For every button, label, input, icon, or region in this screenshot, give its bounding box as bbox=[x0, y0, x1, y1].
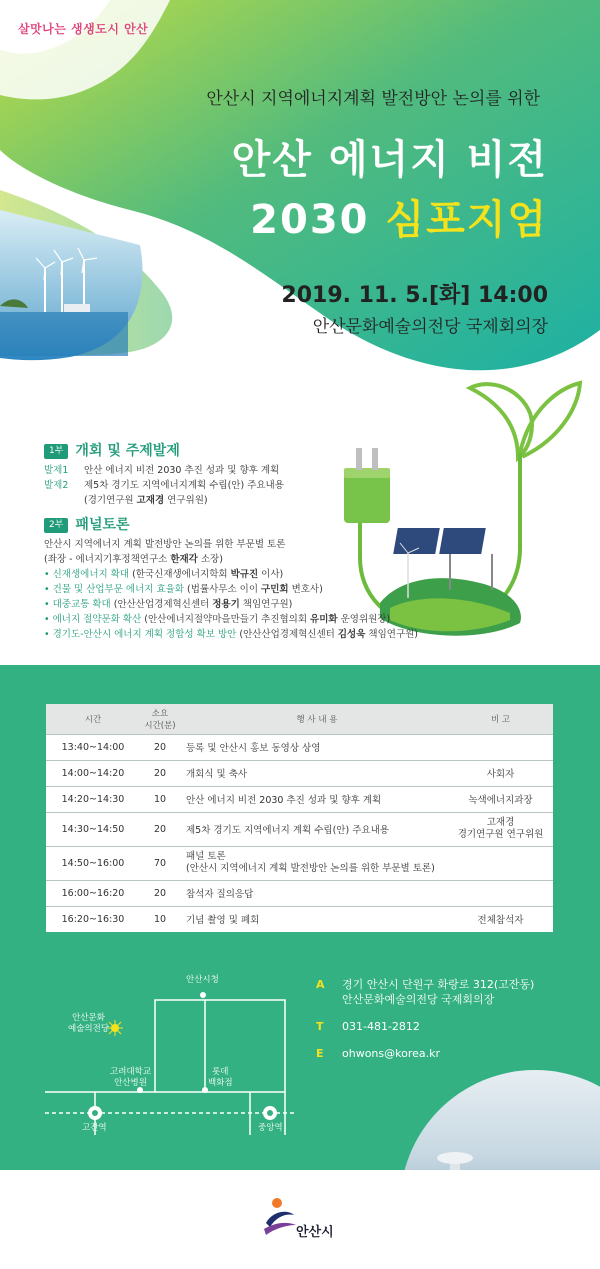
row-time: 14:50~16:00 bbox=[46, 846, 140, 880]
row-minutes: 70 bbox=[140, 846, 180, 880]
map-label-dept-store: 롯데 백화점 bbox=[208, 1067, 233, 1088]
presenter-prefix: (경기연구원 bbox=[84, 495, 137, 506]
part2-badge: 2부 bbox=[44, 518, 68, 533]
panelist-title: 운영위원장) bbox=[337, 614, 391, 625]
title-highlight: 심포지엄 bbox=[385, 197, 548, 243]
ansan-logo-icon bbox=[262, 1195, 298, 1237]
row-note: 녹색에너지과장 bbox=[448, 786, 553, 812]
email-key: E bbox=[316, 1047, 324, 1060]
map-label-station-right: 중앙역 bbox=[258, 1123, 283, 1133]
row-time: 14:20~14:30 bbox=[46, 786, 140, 812]
row-minutes: 20 bbox=[140, 734, 180, 760]
panel-chair bbox=[44, 552, 444, 567]
row-minutes: 20 bbox=[140, 760, 180, 786]
panel-item bbox=[44, 627, 444, 642]
presentation-label: 발제2 bbox=[44, 480, 69, 491]
presenter-suffix: 연구위원) bbox=[164, 495, 208, 506]
row-minutes: 10 bbox=[140, 906, 180, 932]
row-time: 16:20~16:30 bbox=[46, 906, 140, 932]
row-note bbox=[448, 734, 553, 760]
title-year: 2030 bbox=[250, 197, 370, 243]
panel-item bbox=[44, 582, 444, 597]
presentation-text: 안산 에너지 비전 2030 추진 성과 및 향후 계획 bbox=[84, 465, 280, 476]
panel-intro: 안산시 지역에너지 계획 발전방안 논의를 위한 부문별 토론 bbox=[44, 539, 286, 550]
row-time: 14:00~14:20 bbox=[46, 760, 140, 786]
map-label-hospital: 고려대학교 안산병원 bbox=[110, 1067, 152, 1088]
panel-item bbox=[44, 597, 444, 612]
row-content: 패널 토론 (안산시 지역에너지 계획 발전방안 논의를 위한 부문별 토론) bbox=[180, 846, 553, 880]
address-text: 경기 안산시 단원구 화랑로 312(고잔동) 안산문화예술의전당 국제회의장 bbox=[342, 978, 535, 1006]
table-row bbox=[46, 880, 553, 906]
presentation-text: 제5차 경기도 지역에너지계획 수립(안) 주요내용 bbox=[84, 480, 284, 491]
panel-item bbox=[44, 612, 444, 627]
table-row bbox=[46, 812, 553, 846]
address-key: A bbox=[316, 978, 325, 991]
station-right-icon bbox=[263, 1106, 277, 1120]
table-row bbox=[46, 906, 553, 932]
footer bbox=[0, 1170, 600, 1269]
table-row bbox=[46, 846, 553, 880]
row-time: 16:00~16:20 bbox=[46, 880, 140, 906]
row-content: 제5차 경기도 지역에너지 계획 수립(안) 주요내용 bbox=[180, 812, 448, 846]
panelist-title: 책임연구원) bbox=[365, 629, 419, 640]
panel-topic: • 에너지 절약문화 확산 bbox=[44, 614, 142, 625]
row-minutes: 10 bbox=[140, 786, 180, 812]
arts-center-marker bbox=[107, 1020, 123, 1036]
panel-topic: • 건물 및 산업부문 에너지 효율화 bbox=[44, 584, 185, 595]
panel-topic: • 경기도-안산시 에너지 계획 정합성 확보 방안 bbox=[44, 629, 237, 640]
row-content: 등록 및 안산시 홍보 동영상 상영 bbox=[180, 734, 448, 760]
city-slogan: 살맛나는 생생도시 안산 bbox=[18, 22, 149, 36]
event-subtitle: 안산시 지역에너지계획 발전방안 논의를 위한 bbox=[206, 89, 540, 109]
part2-header bbox=[44, 518, 444, 533]
presenter-name: 고재경 bbox=[136, 495, 165, 506]
row-content: 개회식 및 축사 bbox=[180, 760, 448, 786]
panelist-name: 정용기 bbox=[212, 599, 240, 610]
col-minutes: 소요 시간(분) bbox=[140, 704, 180, 734]
col-content: 행 사 내 용 bbox=[180, 704, 448, 734]
footer-logo-text: 안산시 bbox=[296, 1225, 334, 1240]
chair-suffix: 소장) bbox=[197, 554, 223, 565]
panelist-title: 이사) bbox=[258, 569, 284, 580]
event-venue: 안산문화예술의전당 국제회의장 bbox=[312, 317, 548, 337]
schedule-table bbox=[46, 704, 553, 932]
row-time: 13:40~14:00 bbox=[46, 734, 140, 760]
col-time: 시간 bbox=[46, 704, 140, 734]
panel-affiliation: (안산산업경제혁신센터 bbox=[236, 629, 338, 640]
row-minutes: 20 bbox=[140, 880, 180, 906]
row-note: 전체참석자 bbox=[448, 906, 553, 932]
program-section bbox=[44, 444, 444, 642]
phone-key: T bbox=[316, 1020, 324, 1033]
presentation-item bbox=[44, 478, 444, 493]
schedule-header-row bbox=[46, 704, 553, 734]
map-label-station-left: 고잔역 bbox=[82, 1123, 107, 1133]
panel-topic: • 신재생에너지 확대 bbox=[44, 569, 130, 580]
part2-title: 패널토론 bbox=[75, 517, 130, 533]
table-row bbox=[46, 734, 553, 760]
row-note bbox=[448, 880, 553, 906]
event-datetime: 2019. 11. 5.[화] 14:00 bbox=[281, 283, 548, 308]
row-note: 사회자 bbox=[448, 760, 553, 786]
presentation-item bbox=[44, 463, 444, 478]
map-label-city-hall: 안산시청 bbox=[186, 975, 219, 985]
map-label-arts-center: 안산문화 예술의전당 bbox=[68, 1013, 110, 1034]
city-hall-marker bbox=[200, 992, 206, 998]
panelist-title: 변호사) bbox=[288, 584, 323, 595]
panelist-name: 구민회 bbox=[261, 584, 289, 595]
station-left-icon bbox=[88, 1106, 102, 1120]
table-row bbox=[46, 760, 553, 786]
presenter-line bbox=[44, 493, 444, 508]
col-note: 비 고 bbox=[448, 704, 553, 734]
schedule-section bbox=[0, 665, 600, 955]
panelist-title: 책임연구원) bbox=[239, 599, 293, 610]
row-note: 고재경 경기연구원 연구위원 bbox=[448, 812, 553, 846]
chair-prefix: (좌장 - 에너지기후정책연구소 bbox=[44, 554, 171, 565]
part1-title: 개회 및 주제발제 bbox=[75, 443, 180, 459]
row-time: 14:30~14:50 bbox=[46, 812, 140, 846]
panel-affiliation: (한국신재생에너지학회 bbox=[129, 569, 231, 580]
row-content: 안산 에너지 비전 2030 추진 성과 및 향후 계획 bbox=[180, 786, 448, 812]
row-content: 참석자 질의응답 bbox=[180, 880, 448, 906]
row-content: 기념 촬영 및 폐회 bbox=[180, 906, 448, 932]
phone-row bbox=[316, 1019, 534, 1034]
row-minutes: 20 bbox=[140, 812, 180, 846]
panel-affiliation: (안산산업경제혁신센터 bbox=[110, 599, 213, 610]
panelist-name: 박규진 bbox=[230, 569, 259, 580]
panelist-name: 유미화 bbox=[310, 614, 338, 625]
event-title-line2 bbox=[250, 188, 548, 245]
panel-topic: • 대중교통 확대 bbox=[44, 599, 111, 610]
panel-item bbox=[44, 567, 444, 582]
chair-name: 한재각 bbox=[170, 554, 198, 565]
table-row bbox=[46, 786, 553, 812]
panelist-name: 김성욱 bbox=[337, 629, 366, 640]
email-address: ohwons@korea.kr bbox=[342, 1047, 441, 1060]
event-title: 안산 에너지 비전 bbox=[231, 137, 548, 183]
part1-badge: 1부 bbox=[44, 444, 68, 459]
panel-affiliation: (법률사무소 이이 bbox=[184, 584, 262, 595]
phone-number: 031-481-2812 bbox=[342, 1020, 420, 1033]
part1-header bbox=[44, 444, 444, 459]
location-map bbox=[40, 975, 300, 1145]
panel-affiliation: (안산에너지절약마을만들기 추진협의회 bbox=[141, 614, 311, 625]
presentation-label: 발제1 bbox=[44, 465, 69, 476]
address-row bbox=[316, 977, 534, 1007]
